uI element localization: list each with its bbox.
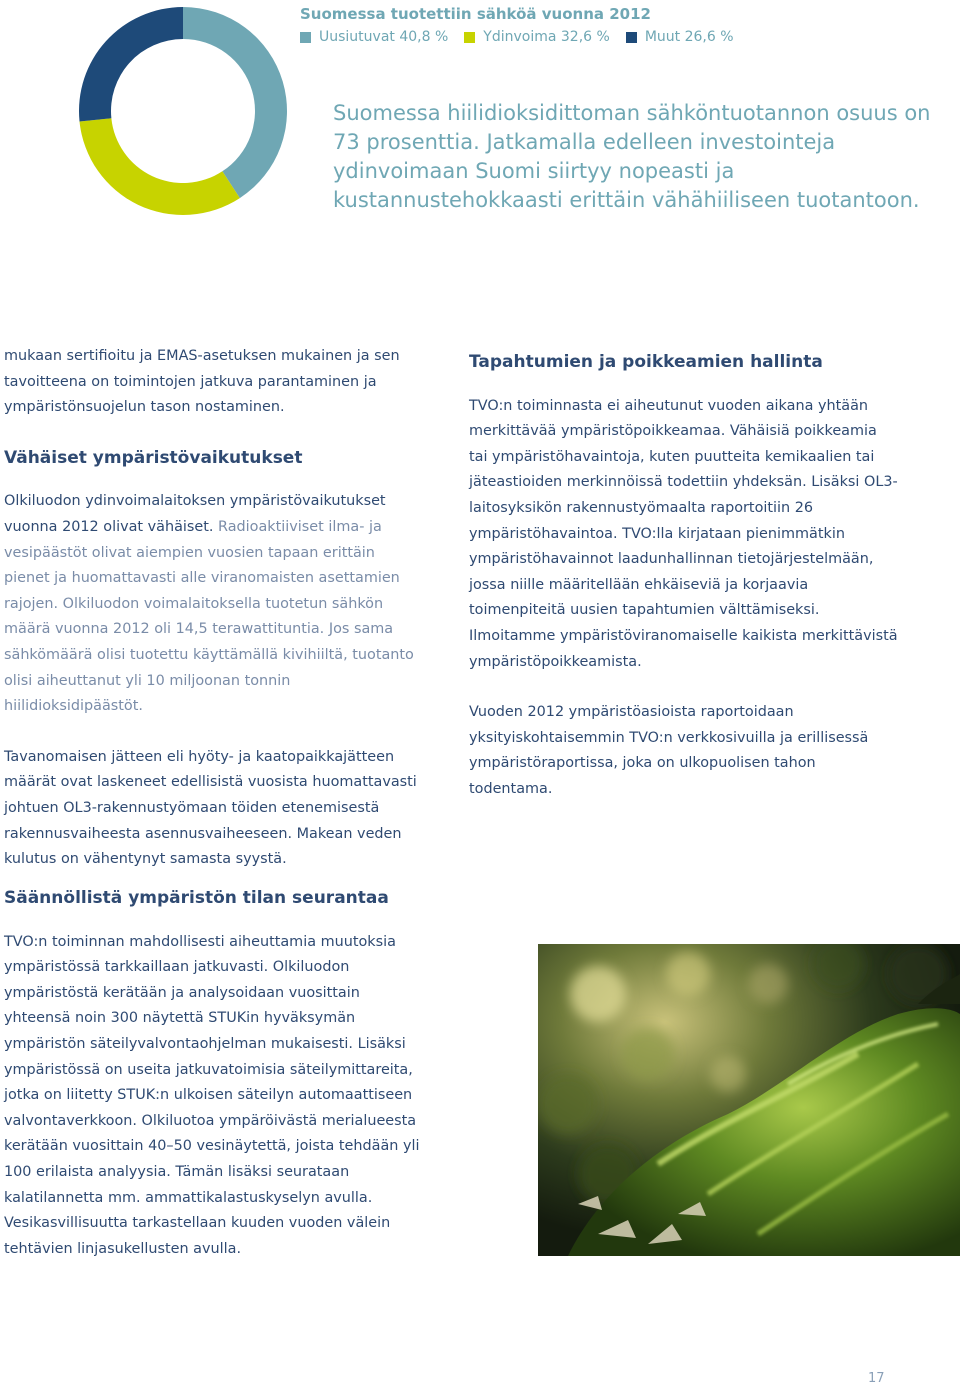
- legend-label-nuclear: Ydinvoima 32,6 %: [483, 29, 610, 45]
- legend-swatch-other: [626, 32, 637, 43]
- heading-monitoring: Säännöllistä ympäristön tilan seurantaa: [4, 888, 389, 908]
- moss-photo-illustration: [538, 944, 960, 1256]
- moss-photo: [538, 944, 960, 1256]
- right-column: [469, 350, 899, 803]
- donut-slice-nuclear: [80, 118, 240, 215]
- legend-item-nuclear: [464, 29, 610, 45]
- heading-minor-impacts: Vähäiset ympäristövaikutukset: [4, 447, 303, 468]
- legend-item-other: [626, 29, 734, 45]
- page-number: 17: [868, 1371, 885, 1386]
- heading-incident-management: Tapahtumien ja poikkeamien hallinta: [469, 352, 823, 372]
- chart-title: Suomessa tuotettiin sähköä vuonna 2012: [300, 5, 651, 23]
- legend-swatch-renewables: [300, 32, 311, 43]
- legend-item-renewables: [300, 29, 448, 45]
- monitoring-paragraph: TVO:n toiminnan mahdollisesti aiheuttamia muutoksia ympäristössä tarkkaillaan jatkuvasti. Olkiluodon ympäristöstä kerätään ja analysoidaan vuosittain yhteensä noin 300 näytettä STUKin hyväksymän ympäristön säteilyvalvontaohjelman mukaisesti. Lisäksi ympäristössä on useita jatkuvatoimisia säteilymittareita, jotka on liitetty STUK:n ulkoisen säteilyn automaattiseen valvontaverkkoon. Olkiluotoa ympäröivästä merialueesta kerätään vuosittain 40–50 vesinäytettä, joista tehdään yli 100 erilaista analyysia. Tämän lisäksi seurataan kalatilannetta mm. ammattikalastuskyselyn avulla. Vesikasvillisuutta tarkastellaan kuuden vuoden välein tehtävien linjasukellusten avulla.: [4, 933, 420, 1257]
- legend-label-renewables: Uusiutuvat 40,8 %: [319, 29, 449, 45]
- intro-paragraph: mukaan sertifioitu ja EMAS-asetuksen mukainen ja sen tavoitteena on toimintojen jatkuva parantaminen ja ympäristönsuojelun tason nostaminen.: [4, 348, 400, 416]
- reporting-paragraph: Vuoden 2012 ympäristöasioista raportoidaan yksityiskohtaisemmin TVO:n verkkosivuilla ja erillisessä ympäristöraportissa, joka on ulkopuolisen tahon todentama.: [469, 704, 869, 797]
- electricity-donut-chart: [76, 4, 290, 218]
- incidents-paragraph: TVO:n toiminnasta ei aiheutunut vuoden aikana yhtään merkittävää ympäristöpoikkeamaa. Vähäisiä poikkeamia tai ympäristöhavaintoja, kuten puutteita kemikaalien tai jäteastioiden merkinnöissä todettiin yhdeksän. Lisäksi OL3-laitosyksikön rakennustyömaalta raportoitiin 26 ympäristöhavaintoa. TVO:lla kirjataan pienimmätkin ympäristöhavainnot laadunhallinnan tietojärjestelmään, jossa niille määritellään ehkäiseviä ja korjaavia toimenpiteitä uusien tapahtumien välttämiseksi. Ilmoitamme ympäristöviranomaiselle kaikista merkittävistä ympäristöpoikkeamista.: [469, 397, 898, 670]
- left-column: [4, 344, 424, 873]
- donut-slice-other: [79, 7, 183, 121]
- monitoring-section: [4, 886, 420, 1262]
- impacts-paragraph-lead: Olkiluodon ydinvoimalaitoksen ympäristövaikutukset vuonna 2012 olivat vähäiset.: [4, 493, 386, 535]
- legend-swatch-nuclear: [464, 32, 475, 43]
- donut-slice-renewables: [183, 7, 287, 198]
- waste-paragraph: Tavanomaisen jätteen eli hyöty- ja kaatopaikkajätteen määrät ovat laskeneet edellisistä vuosista huomattavasti johtuen OL3-rakennustyömaan töiden etenemisestä rakennusvaiheesta asennusvaiheeseen. Makean veden kulutus on vähentynyt samasta syystä.: [4, 748, 417, 868]
- impacts-paragraph: [4, 489, 424, 719]
- chart-legend: [300, 29, 734, 45]
- lead-statement: Suomessa hiilidioksidittoman sähköntuotannon osuus on 73 prosenttia. Jatkamalla edelleen investointeja ydinvoimaan Suomi siirtyy nopeasti ja kustannustehokkaasti erittäin vähähiiliseen tuotantoon.: [333, 101, 931, 212]
- impacts-paragraph-body: Radioaktiiviset ilma- ja vesipäästöt olivat aiempien vuosien tapaan erittäin pienet ja huomattavasti alle viranomaisten asettamien rajojen. Olkiluodon voimalaitoksella tuotetun sähkön määrä vuonna 2012 oli 14,5 terawattituntia. Jos sama sähkömäärä olisi tuotettu käyttämällä kivihiiltä, tuotanto olisi aiheuttanut yli 10 miljoonan tonnin hiilidioksidipäästöt.: [4, 518, 414, 715]
- legend-label-other: Muut 26,6 %: [644, 29, 734, 45]
